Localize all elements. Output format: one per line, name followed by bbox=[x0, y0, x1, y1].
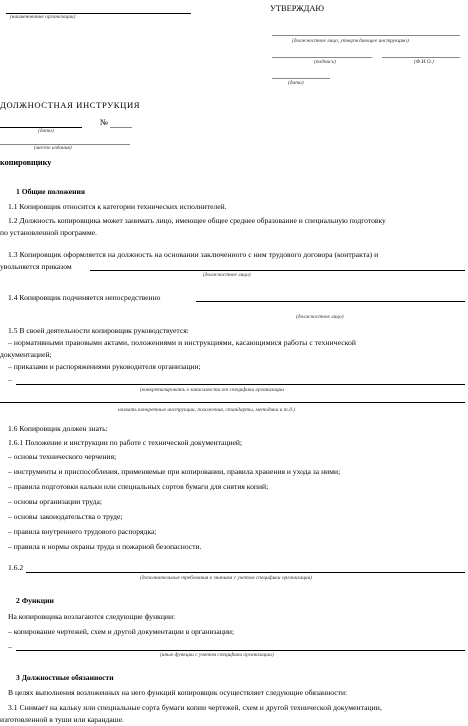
knowledge-item: – правила и нормы охраны труда и пожарной безопасности. bbox=[8, 542, 202, 551]
para-1-5-item3-dash: – bbox=[8, 375, 12, 384]
para-3-1-line2: изготовленной в туши или карандаше. bbox=[0, 715, 124, 724]
header-date-line bbox=[272, 78, 330, 79]
signature-line bbox=[272, 57, 372, 58]
guidance-caption-2: назвать конкретные инструкции, положения, стандарты, методики и т.д.) bbox=[118, 407, 295, 413]
place-caption: (место издания) bbox=[34, 145, 72, 151]
doc-date-caption: (дата) bbox=[38, 128, 54, 134]
para-1-1: 1.1 Копировщик относится к категории технических исполнителей. bbox=[8, 202, 227, 211]
header-date-caption: (дата) bbox=[288, 80, 304, 86]
function-item: – копирование чертежей, схем и другой документации в организации; bbox=[8, 627, 235, 636]
para-1-6-1: 1.6.1 Положение и инструкции по работе с технической документацией; bbox=[8, 438, 243, 447]
other-functions-line bbox=[16, 650, 465, 651]
knowledge-item: – правила подготовки кальки или специальных сортов бумаги для снятия копий; bbox=[8, 482, 269, 491]
knowledge-item: – инструменты и приспособления, применяемые при копировании, правила хранения и ухода за ними; bbox=[8, 467, 341, 476]
dismissal-official-caption: (должностное лицо) bbox=[203, 272, 251, 278]
duties-intro: В целях выполнения возложенных на него функций копировщик осуществляет следующие обязанности: bbox=[8, 688, 348, 697]
document-title: ДОЛЖНОСТНАЯ ИНСТРУКЦИЯ bbox=[0, 100, 141, 110]
para-1-5-item1-line1: – нормативными правовыми актами, положениями и инструкциями, касающимися работы с технической bbox=[8, 338, 357, 347]
section3-heading: 3 Должностные обязанности bbox=[16, 673, 114, 682]
para-1-2-line2: по установленной программе. bbox=[0, 228, 97, 237]
para-1-3-line1: 1.3 Копировщик оформляется на должность на основании заключенного с ним трудового договора (контракта) и bbox=[8, 250, 379, 259]
supervisor-line bbox=[196, 301, 465, 302]
other-functions-caption: (иные функции с учетом специфики организации) bbox=[160, 652, 274, 658]
dismissal-official-line bbox=[90, 270, 465, 271]
extra-knowledge-caption: (дополнительные требования к знаниям с учетом специфики организации) bbox=[140, 575, 313, 581]
signature-caption: (подпись) bbox=[314, 59, 336, 65]
para-1-5-item2: – приказами и распоряжениями руководителя организации; bbox=[8, 362, 201, 371]
guidance-line-2 bbox=[0, 402, 465, 403]
doc-number-sign: № bbox=[100, 118, 108, 127]
para-1-6: 1.6 Копировщик должен знать: bbox=[8, 424, 108, 433]
knowledge-item: – основы организации труда; bbox=[8, 497, 102, 506]
doc-number-line bbox=[110, 127, 132, 128]
fio-caption: (Ф.И.О.) bbox=[414, 59, 434, 65]
functions-intro: На копировщика возлагаются следующие функции: bbox=[8, 612, 176, 621]
para-1-2-line1: 1.2 Должность копировщика может занимать лицо, имеющее общее среднее образование и специальную подготовку bbox=[8, 216, 386, 225]
supervisor-caption: (должностное лицо) bbox=[296, 314, 344, 320]
approve-title: УТВЕРЖДАЮ bbox=[270, 4, 324, 13]
knowledge-item: – основы законодательства о труде; bbox=[8, 512, 123, 521]
para-1-3-line2: увольняется приказом bbox=[0, 262, 72, 271]
guidance-caption-1: (конкретизировать в зависимости от специфики организации bbox=[140, 387, 284, 393]
section2-heading: 2 Функции bbox=[16, 596, 54, 605]
para-1-5: 1.5 В своей деятельности копировщик руководствуется: bbox=[8, 326, 189, 335]
section1-heading: 1 Общие положения bbox=[16, 187, 86, 196]
org-name-caption: (наименование организации) bbox=[10, 14, 76, 20]
guidance-line-1 bbox=[16, 384, 465, 385]
para-1-6-2: 1.6.2 bbox=[8, 563, 24, 572]
approver-caption: (должностное лицо, утверждающее инструкцию) bbox=[292, 38, 409, 44]
knowledge-item: – основы технического черчения; bbox=[8, 452, 117, 461]
para-1-4: 1.4 Копировщик подчиняется непосредственно bbox=[8, 293, 161, 302]
function-item-dash: – bbox=[8, 642, 12, 651]
para-1-5-item1-line2: документацией; bbox=[0, 350, 52, 359]
fio-line bbox=[382, 57, 460, 58]
position-title: копировщику bbox=[0, 158, 52, 167]
para-3-1-line1: 3.1 Снимает на кальку или специальные сорта бумаги копии чертежей, схем и другой технической документации, bbox=[8, 703, 382, 712]
extra-knowledge-line bbox=[26, 572, 465, 573]
knowledge-item: – правила внутреннего трудового распорядка; bbox=[8, 527, 157, 536]
approver-line bbox=[272, 35, 460, 36]
